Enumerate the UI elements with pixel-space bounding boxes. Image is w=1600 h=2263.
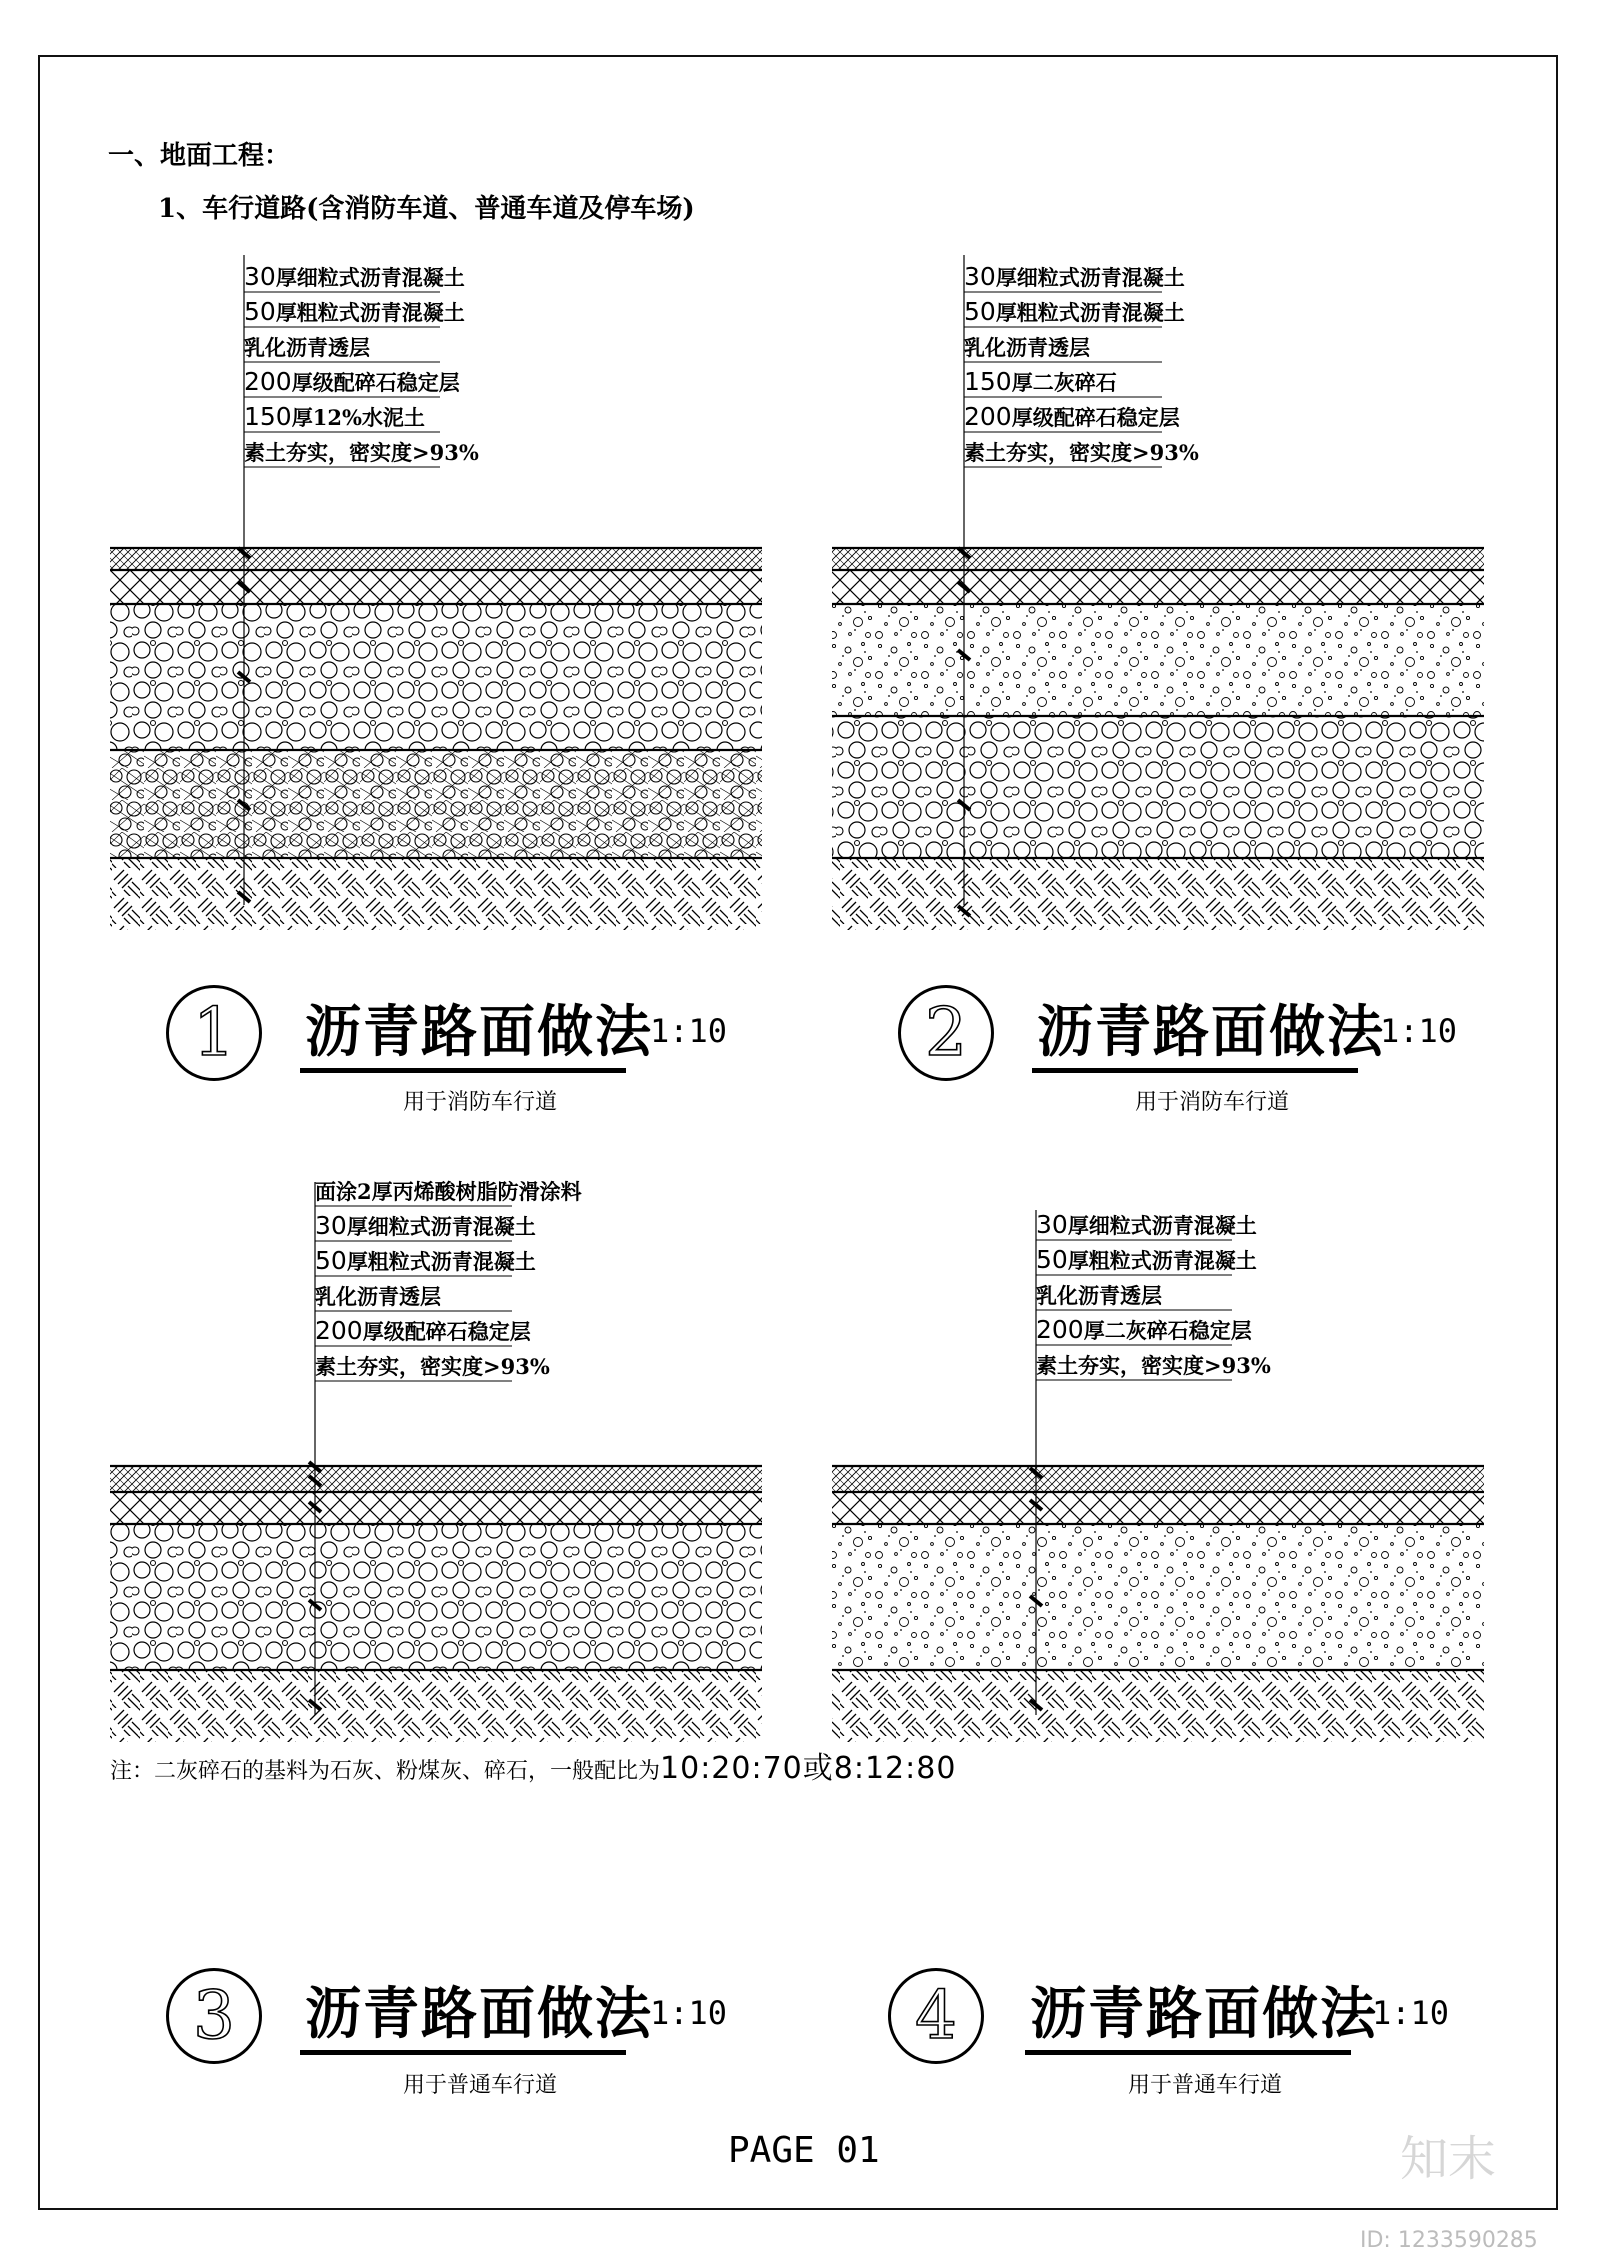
- layer-label: 150厚二灰碎石: [964, 367, 1117, 396]
- detail-number-badge: 4: [888, 1968, 984, 2064]
- layer-label: 面涂2厚丙烯酸树脂防滑涂料: [315, 1179, 582, 1204]
- layer-label: 200厚二灰碎石稳定层: [1036, 1315, 1252, 1344]
- layer-label: 素土夯实，密实度>93%: [244, 440, 479, 465]
- footnote-text: 注：二灰碎石的基料为石灰、粉煤灰、碎石，一般配比为: [110, 1759, 661, 1784]
- layer-label: 50厚粗粒式沥青混凝土: [244, 297, 465, 326]
- layer-label: 30厚细粒式沥青混凝土: [964, 262, 1185, 291]
- image-id-text: ID: 1233590285: [1360, 2228, 1538, 2253]
- layer-label: 200厚级配碎石稳定层: [315, 1316, 531, 1345]
- layer-label: 乳化沥青透层: [244, 335, 370, 360]
- detail-scale: 1:10: [650, 1012, 728, 1050]
- layer-label: 素土夯实，密实度>93%: [1036, 1353, 1271, 1378]
- detail-scale: 1:10: [1372, 1994, 1450, 2032]
- layer-label: 200厚级配碎石稳定层: [964, 402, 1180, 431]
- title-underline: [1025, 2050, 1351, 2055]
- detail-scale: 1:10: [1380, 1012, 1458, 1050]
- detail-usage: 用于消防车行道: [403, 1090, 558, 1115]
- section-heading: 一、地面工程：: [108, 141, 291, 171]
- detail-title: 沥青路面做法: [1037, 1000, 1385, 1065]
- brand-watermark: 知末: [1400, 2131, 1497, 2187]
- layer-label: 50厚粗粒式沥青混凝土: [315, 1246, 536, 1275]
- footnote-ratio: 10:20:70或8:12:80: [660, 1751, 957, 1786]
- title-underline: [300, 1068, 626, 1073]
- layer-label: 素土夯实，密实度>93%: [315, 1354, 550, 1379]
- layer-label: 30厚细粒式沥青混凝土: [244, 262, 465, 291]
- layer-label: 150厚12%水泥土: [244, 402, 425, 431]
- layer-label: 乳化沥青透层: [315, 1284, 441, 1309]
- section-1-drawing: [110, 255, 762, 930]
- title-underline: [300, 2050, 626, 2055]
- detail-title: 沥青路面做法: [1030, 1982, 1378, 2047]
- layer-label: 30厚细粒式沥青混凝土: [1036, 1210, 1257, 1239]
- section-2-drawing: [832, 255, 1484, 930]
- detail-scale: 1:10: [650, 1994, 728, 2032]
- layer-label: 素土夯实，密实度>93%: [964, 440, 1199, 465]
- footnote: [110, 1743, 956, 1787]
- detail-number-badge: 3: [166, 1968, 262, 2064]
- layer-label: 200厚级配碎石稳定层: [244, 367, 460, 396]
- detail-usage: 用于普通车行道: [1128, 2073, 1283, 2098]
- detail-usage: 用于消防车行道: [1135, 1090, 1290, 1115]
- layer-label: 50厚粗粒式沥青混凝土: [1036, 1245, 1257, 1274]
- detail-number-badge: 2: [898, 985, 994, 1081]
- detail-usage: 用于普通车行道: [403, 2073, 558, 2098]
- detail-title: 沥青路面做法: [305, 1982, 653, 2047]
- detail-title: 沥青路面做法: [305, 1000, 653, 1065]
- layer-label: 乳化沥青透层: [1036, 1283, 1162, 1308]
- layer-label: 乳化沥青透层: [964, 335, 1090, 360]
- detail-number-badge: 1: [166, 985, 262, 1081]
- layer-label: 30厚细粒式沥青混凝土: [315, 1211, 536, 1240]
- title-underline: [1032, 1068, 1358, 1073]
- section-subheading: 1、车行道路(含消防车道、普通车道及停车场): [158, 194, 695, 224]
- page-label: PAGE 01: [728, 2130, 880, 2171]
- layer-label: 50厚粗粒式沥青混凝土: [964, 297, 1185, 326]
